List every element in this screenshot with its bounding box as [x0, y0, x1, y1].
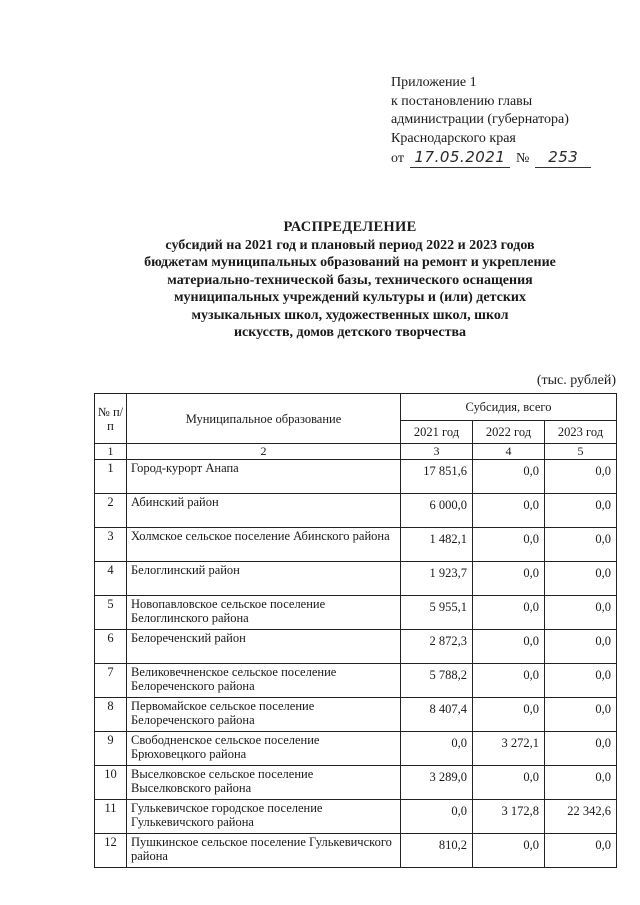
title-line: муниципальных учреждений культуры и (или) детских [173, 290, 526, 305]
title-line: музыкальных школ, художественных школ, школ [191, 307, 509, 323]
row-number: 2 [95, 494, 127, 528]
table-row [95, 596, 617, 630]
subsidy-2022: 0,0 [473, 698, 545, 732]
subsidy-table [94, 393, 617, 868]
header-subsidy-total: Субсидия, всего [401, 394, 617, 421]
table-row [95, 766, 617, 800]
table-row [95, 562, 617, 596]
subsidy-2022: 0,0 [473, 664, 545, 698]
column-index: 2 [127, 444, 401, 460]
subsidy-2023: 0,0 [545, 766, 617, 800]
title-line: субсидий на 2021 год и плановый период 2022 и 2023 годов [165, 237, 535, 253]
subsidy-2021: 5 788,2 [401, 664, 473, 698]
subsidy-2021: 1 923,7 [401, 562, 473, 596]
title-line: искусств, домов детского творчества [233, 325, 467, 340]
subsidy-2022: 0,0 [473, 766, 545, 800]
subsidy-2023: 0,0 [545, 528, 617, 562]
subsidy-2023: 0,0 [545, 698, 617, 732]
title-line: бюджетам муниципальных образований на ремонт и укрепление [144, 255, 556, 270]
subsidy-2023: 0,0 [545, 664, 617, 698]
subsidy-2022: 3 272,1 [473, 732, 545, 766]
table-row [95, 460, 617, 494]
subsidy-2021: 810,2 [401, 834, 473, 868]
header-municipality: Муниципальное образование [127, 394, 401, 444]
subsidy-2022: 0,0 [473, 630, 545, 664]
subsidy-2021: 0,0 [401, 732, 473, 766]
column-index: 1 [95, 444, 127, 460]
subsidy-2021: 2 872,3 [401, 630, 473, 664]
subsidy-2022: 0,0 [473, 834, 545, 868]
subsidy-2023: 22 342,6 [545, 800, 617, 834]
municipality-name: Выселковское сельское поселение Выселковского района [127, 766, 401, 800]
subsidy-2021: 8 407,4 [401, 698, 473, 732]
table-row [95, 800, 617, 834]
subsidy-2022: 0,0 [473, 562, 545, 596]
subsidy-2022: 3 172,8 [473, 800, 545, 834]
subsidy-2022: 0,0 [473, 494, 545, 528]
subsidy-2023: 0,0 [545, 732, 617, 766]
subsidy-2021: 5 955,1 [401, 596, 473, 630]
subsidy-2023: 0,0 [545, 494, 617, 528]
subsidy-2021: 0,0 [401, 800, 473, 834]
subsidy-2021: 1 482,1 [401, 528, 473, 562]
units-label: (тыс. рублей) [536, 373, 616, 388]
subsidy-2022: 0,0 [473, 460, 545, 494]
column-index: 5 [545, 444, 617, 460]
row-number: 9 [95, 732, 127, 766]
municipality-name: Город-курорт Анапа [127, 460, 401, 494]
handwritten-number: 253 [535, 148, 591, 168]
title-heading: РАСПРЕДЕЛЕНИЕ [283, 219, 417, 235]
table-row [95, 494, 617, 528]
subsidy-2021: 6 000,0 [401, 494, 473, 528]
municipality-name: Первомайское сельское поселение Белореченского района [127, 698, 401, 732]
row-number: 1 [95, 460, 127, 494]
row-number: 12 [95, 834, 127, 868]
table-row [95, 834, 617, 868]
handwritten-date: 17.05.2021 [410, 148, 510, 168]
table-row [95, 664, 617, 698]
row-number: 5 [95, 596, 127, 630]
municipality-name: Гулькевичское городское поселение Гулькевичского района [127, 800, 401, 834]
document-title [120, 219, 580, 342]
municipality-name: Абинский район [127, 494, 401, 528]
subsidy-2023: 0,0 [545, 460, 617, 494]
appendix-region-line: Краснодарского края [391, 130, 516, 146]
column-index-row [95, 444, 617, 460]
header-year-2021: 2021 год [401, 421, 473, 444]
column-index: 3 [401, 444, 473, 460]
municipality-name: Холмское сельское поселение Абинского района [127, 528, 401, 562]
row-number: 7 [95, 664, 127, 698]
municipality-name: Новопавловское сельское поселение Белоглинского района [127, 596, 401, 630]
municipality-name: Белоглинский район [127, 562, 401, 596]
municipality-name: Свободненское сельское поселение Брюховецкого района [127, 732, 401, 766]
municipality-name: Пушкинское сельское поселение Гулькевичского района [127, 834, 401, 868]
subsidy-2023: 0,0 [545, 562, 617, 596]
header-number: № п/п [95, 394, 127, 444]
title-line: материально-технической базы, технического оснащения [167, 272, 533, 288]
table-row [95, 732, 617, 766]
subsidy-2022: 0,0 [473, 528, 545, 562]
appendix-block [391, 74, 591, 169]
subsidy-2021: 17 851,6 [401, 460, 473, 494]
from-label: от [391, 151, 404, 166]
appendix-resolution-line: к постановлению главы [391, 93, 533, 109]
row-number: 4 [95, 562, 127, 596]
header-year-2022: 2022 год [473, 421, 545, 444]
row-number: 3 [95, 528, 127, 562]
subsidy-2023: 0,0 [545, 596, 617, 630]
row-number: 10 [95, 766, 127, 800]
municipality-name: Белореченский район [127, 630, 401, 664]
row-number: 8 [95, 698, 127, 732]
table-row [95, 698, 617, 732]
row-number: 11 [95, 800, 127, 834]
subsidy-2023: 0,0 [545, 630, 617, 664]
subsidy-2023: 0,0 [545, 834, 617, 868]
table-row [95, 630, 617, 664]
appendix-administration-line: администрации (губернатора) [391, 112, 569, 127]
column-index: 4 [473, 444, 545, 460]
subsidy-2022: 0,0 [473, 596, 545, 630]
appendix-date-number-line [391, 148, 591, 169]
header-year-2023: 2023 год [545, 421, 617, 444]
number-symbol: № [515, 151, 530, 166]
municipality-name: Великовечненское сельское поселение Белореченского района [127, 664, 401, 698]
table-row [95, 528, 617, 562]
appendix-title: Приложение 1 [391, 75, 477, 90]
row-number: 6 [95, 630, 127, 664]
subsidy-2021: 3 289,0 [401, 766, 473, 800]
